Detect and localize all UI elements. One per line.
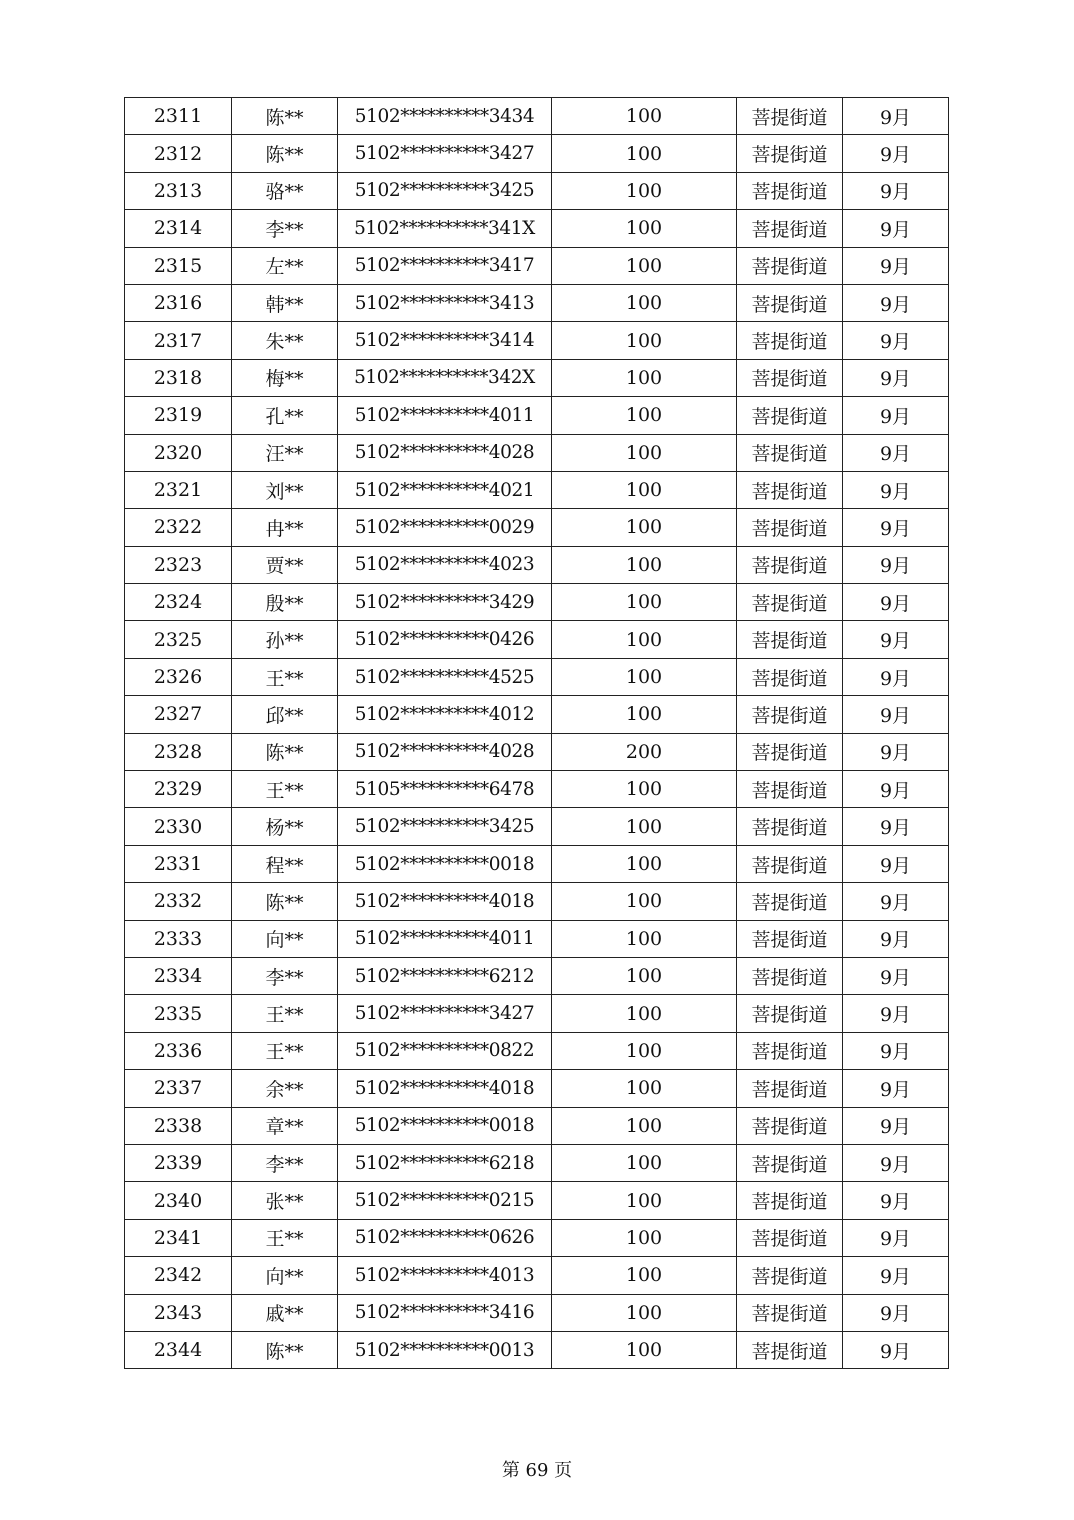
- table-row: [125, 1331, 949, 1368]
- row-number-cell: 2326: [125, 658, 232, 695]
- name-cell: 王**: [232, 1032, 338, 1069]
- name-cell: 张**: [232, 1182, 338, 1219]
- row-number-cell: 2329: [125, 771, 232, 808]
- row-number-cell: 2317: [125, 322, 232, 359]
- amount-cell: 100: [552, 397, 737, 434]
- row-number-cell: 2319: [125, 397, 232, 434]
- table-row: [125, 210, 949, 247]
- id-number-cell: 5102**********0215: [338, 1182, 552, 1219]
- street-cell: 菩提街道: [737, 434, 843, 471]
- street-cell: 菩提街道: [737, 696, 843, 733]
- id-number-cell: 5102**********0626: [338, 1219, 552, 1256]
- row-number-cell: 2322: [125, 509, 232, 546]
- month-cell: 9月: [843, 845, 949, 882]
- amount-cell: 100: [552, 920, 737, 957]
- id-number-cell: 5102**********3429: [338, 584, 552, 621]
- table-row: [125, 658, 949, 695]
- street-cell: 菩提街道: [737, 957, 843, 994]
- id-number-cell: 5102**********3416: [338, 1294, 552, 1331]
- amount-cell: 100: [552, 1331, 737, 1368]
- amount-cell: 100: [552, 471, 737, 508]
- street-cell: 菩提街道: [737, 920, 843, 957]
- street-cell: 菩提街道: [737, 509, 843, 546]
- table-row: [125, 359, 949, 396]
- month-cell: 9月: [843, 322, 949, 359]
- id-number-cell: 5102**********3417: [338, 247, 552, 284]
- row-number-cell: 2328: [125, 733, 232, 770]
- street-cell: 菩提街道: [737, 808, 843, 845]
- id-number-cell: 5102**********6212: [338, 957, 552, 994]
- month-cell: 9月: [843, 1257, 949, 1294]
- amount-cell: 100: [552, 1257, 737, 1294]
- street-cell: 菩提街道: [737, 172, 843, 209]
- table-row: [125, 995, 949, 1032]
- table-row: [125, 957, 949, 994]
- month-cell: 9月: [843, 247, 949, 284]
- row-number-cell: 2336: [125, 1032, 232, 1069]
- street-cell: 菩提街道: [737, 1070, 843, 1107]
- subsidy-table: [124, 97, 949, 1369]
- street-cell: 菩提街道: [737, 1182, 843, 1219]
- table-row: [125, 546, 949, 583]
- month-cell: 9月: [843, 434, 949, 471]
- amount-cell: 100: [552, 509, 737, 546]
- month-cell: 9月: [843, 210, 949, 247]
- row-number-cell: 2327: [125, 696, 232, 733]
- amount-cell: 100: [552, 546, 737, 583]
- id-number-cell: 5102**********4021: [338, 471, 552, 508]
- name-cell: 孙**: [232, 621, 338, 658]
- row-number-cell: 2335: [125, 995, 232, 1032]
- name-cell: 余**: [232, 1070, 338, 1107]
- name-cell: 汪**: [232, 434, 338, 471]
- amount-cell: 100: [552, 995, 737, 1032]
- id-number-cell: 5102**********3434: [338, 98, 552, 135]
- row-number-cell: 2320: [125, 434, 232, 471]
- id-number-cell: 5102**********4011: [338, 920, 552, 957]
- street-cell: 菩提街道: [737, 845, 843, 882]
- amount-cell: 100: [552, 1032, 737, 1069]
- row-number-cell: 2313: [125, 172, 232, 209]
- amount-cell: 100: [552, 621, 737, 658]
- street-cell: 菩提街道: [737, 546, 843, 583]
- row-number-cell: 2318: [125, 359, 232, 396]
- amount-cell: 100: [552, 584, 737, 621]
- row-number-cell: 2339: [125, 1144, 232, 1181]
- name-cell: 梅**: [232, 359, 338, 396]
- month-cell: 9月: [843, 98, 949, 135]
- row-number-cell: 2343: [125, 1294, 232, 1331]
- row-number-cell: 2312: [125, 135, 232, 172]
- id-number-cell: 5102**********4028: [338, 434, 552, 471]
- name-cell: 王**: [232, 1219, 338, 1256]
- row-number-cell: 2314: [125, 210, 232, 247]
- id-number-cell: 5102**********342X: [338, 359, 552, 396]
- table-row: [125, 621, 949, 658]
- street-cell: 菩提街道: [737, 1219, 843, 1256]
- month-cell: 9月: [843, 359, 949, 396]
- table-row: [125, 771, 949, 808]
- amount-cell: 100: [552, 1294, 737, 1331]
- name-cell: 陈**: [232, 1331, 338, 1368]
- table-row: [125, 883, 949, 920]
- table-row: [125, 322, 949, 359]
- name-cell: 戚**: [232, 1294, 338, 1331]
- month-cell: 9月: [843, 995, 949, 1032]
- name-cell: 韩**: [232, 284, 338, 321]
- month-cell: 9月: [843, 546, 949, 583]
- row-number-cell: 2337: [125, 1070, 232, 1107]
- id-number-cell: 5102**********4018: [338, 1070, 552, 1107]
- name-cell: 王**: [232, 658, 338, 695]
- street-cell: 菩提街道: [737, 883, 843, 920]
- month-cell: 9月: [843, 1070, 949, 1107]
- id-number-cell: 5102**********3427: [338, 995, 552, 1032]
- amount-cell: 100: [552, 98, 737, 135]
- amount-cell: 100: [552, 1182, 737, 1219]
- table-row: [125, 808, 949, 845]
- table-row: [125, 172, 949, 209]
- amount-cell: 100: [552, 1070, 737, 1107]
- month-cell: 9月: [843, 696, 949, 733]
- id-number-cell: 5102**********4018: [338, 883, 552, 920]
- row-number-cell: 2333: [125, 920, 232, 957]
- name-cell: 陈**: [232, 883, 338, 920]
- id-number-cell: 5102**********3425: [338, 172, 552, 209]
- table-row: [125, 845, 949, 882]
- month-cell: 9月: [843, 771, 949, 808]
- row-number-cell: 2323: [125, 546, 232, 583]
- row-number-cell: 2340: [125, 1182, 232, 1219]
- name-cell: 王**: [232, 771, 338, 808]
- id-number-cell: 5102**********0013: [338, 1331, 552, 1368]
- month-cell: 9月: [843, 397, 949, 434]
- name-cell: 向**: [232, 920, 338, 957]
- month-cell: 9月: [843, 135, 949, 172]
- id-number-cell: 5102**********0018: [338, 1107, 552, 1144]
- id-number-cell: 5102**********4525: [338, 658, 552, 695]
- amount-cell: 100: [552, 434, 737, 471]
- table-row: [125, 733, 949, 770]
- table-row: [125, 1070, 949, 1107]
- table-row: [125, 1107, 949, 1144]
- name-cell: 李**: [232, 957, 338, 994]
- table-row: [125, 135, 949, 172]
- month-cell: 9月: [843, 1032, 949, 1069]
- street-cell: 菩提街道: [737, 658, 843, 695]
- row-number-cell: 2316: [125, 284, 232, 321]
- id-number-cell: 5102**********4028: [338, 733, 552, 770]
- id-number-cell: 5102**********0029: [338, 509, 552, 546]
- amount-cell: 100: [552, 359, 737, 396]
- id-number-cell: 5102**********0018: [338, 845, 552, 882]
- amount-cell: 100: [552, 1219, 737, 1256]
- name-cell: 左**: [232, 247, 338, 284]
- id-number-cell: 5102**********3425: [338, 808, 552, 845]
- table-row: [125, 584, 949, 621]
- amount-cell: 100: [552, 808, 737, 845]
- table-row: [125, 1182, 949, 1219]
- amount-cell: 100: [552, 1107, 737, 1144]
- amount-cell: 100: [552, 210, 737, 247]
- amount-cell: 100: [552, 135, 737, 172]
- page-number: 第 69 页: [501, 1460, 573, 1481]
- amount-cell: 100: [552, 322, 737, 359]
- table-row: [125, 434, 949, 471]
- name-cell: 程**: [232, 845, 338, 882]
- name-cell: 陈**: [232, 98, 338, 135]
- street-cell: 菩提街道: [737, 733, 843, 770]
- month-cell: 9月: [843, 584, 949, 621]
- month-cell: 9月: [843, 957, 949, 994]
- street-cell: 菩提街道: [737, 1144, 843, 1181]
- amount-cell: 200: [552, 733, 737, 770]
- row-number-cell: 2311: [125, 98, 232, 135]
- street-cell: 菩提街道: [737, 359, 843, 396]
- street-cell: 菩提街道: [737, 135, 843, 172]
- month-cell: 9月: [843, 1219, 949, 1256]
- month-cell: 9月: [843, 808, 949, 845]
- id-number-cell: 5102**********0822: [338, 1032, 552, 1069]
- table-row: [125, 247, 949, 284]
- table-row: [125, 1219, 949, 1256]
- street-cell: 菩提街道: [737, 771, 843, 808]
- id-number-cell: 5102**********3427: [338, 135, 552, 172]
- id-number-cell: 5102**********4013: [338, 1257, 552, 1294]
- month-cell: 9月: [843, 1144, 949, 1181]
- month-cell: 9月: [843, 658, 949, 695]
- row-number-cell: 2344: [125, 1331, 232, 1368]
- street-cell: 菩提街道: [737, 210, 843, 247]
- table-row: [125, 1032, 949, 1069]
- month-cell: 9月: [843, 1331, 949, 1368]
- amount-cell: 100: [552, 883, 737, 920]
- table-body: [125, 98, 949, 1369]
- id-number-cell: 5102**********3413: [338, 284, 552, 321]
- month-cell: 9月: [843, 920, 949, 957]
- street-cell: 菩提街道: [737, 284, 843, 321]
- row-number-cell: 2334: [125, 957, 232, 994]
- street-cell: 菩提街道: [737, 1032, 843, 1069]
- id-number-cell: 5105**********6478: [338, 771, 552, 808]
- name-cell: 杨**: [232, 808, 338, 845]
- table-row: [125, 1257, 949, 1294]
- row-number-cell: 2324: [125, 584, 232, 621]
- id-number-cell: 5102**********3414: [338, 322, 552, 359]
- name-cell: 贾**: [232, 546, 338, 583]
- id-number-cell: 5102**********4011: [338, 397, 552, 434]
- row-number-cell: 2325: [125, 621, 232, 658]
- street-cell: 菩提街道: [737, 322, 843, 359]
- amount-cell: 100: [552, 771, 737, 808]
- name-cell: 向**: [232, 1257, 338, 1294]
- row-number-cell: 2330: [125, 808, 232, 845]
- name-cell: 孔**: [232, 397, 338, 434]
- name-cell: 李**: [232, 210, 338, 247]
- table-row: [125, 471, 949, 508]
- street-cell: 菩提街道: [737, 1107, 843, 1144]
- row-number-cell: 2321: [125, 471, 232, 508]
- month-cell: 9月: [843, 172, 949, 209]
- row-number-cell: 2315: [125, 247, 232, 284]
- amount-cell: 100: [552, 172, 737, 209]
- street-cell: 菩提街道: [737, 397, 843, 434]
- row-number-cell: 2342: [125, 1257, 232, 1294]
- amount-cell: 100: [552, 658, 737, 695]
- month-cell: 9月: [843, 284, 949, 321]
- street-cell: 菩提街道: [737, 995, 843, 1032]
- month-cell: 9月: [843, 1182, 949, 1219]
- table-row: [125, 397, 949, 434]
- street-cell: 菩提街道: [737, 1257, 843, 1294]
- table-row: [125, 284, 949, 321]
- table-row: [125, 696, 949, 733]
- name-cell: 陈**: [232, 733, 338, 770]
- month-cell: 9月: [843, 733, 949, 770]
- amount-cell: 100: [552, 696, 737, 733]
- table-row: [125, 1294, 949, 1331]
- row-number-cell: 2341: [125, 1219, 232, 1256]
- name-cell: 王**: [232, 995, 338, 1032]
- street-cell: 菩提街道: [737, 247, 843, 284]
- id-number-cell: 5102**********341X: [338, 210, 552, 247]
- id-number-cell: 5102**********4023: [338, 546, 552, 583]
- name-cell: 朱**: [232, 322, 338, 359]
- street-cell: 菩提街道: [737, 621, 843, 658]
- month-cell: 9月: [843, 621, 949, 658]
- name-cell: 李**: [232, 1144, 338, 1181]
- month-cell: 9月: [843, 1294, 949, 1331]
- street-cell: 菩提街道: [737, 471, 843, 508]
- name-cell: 骆**: [232, 172, 338, 209]
- month-cell: 9月: [843, 1107, 949, 1144]
- table-row: [125, 509, 949, 546]
- row-number-cell: 2338: [125, 1107, 232, 1144]
- amount-cell: 100: [552, 1144, 737, 1181]
- table-row: [125, 920, 949, 957]
- name-cell: 殷**: [232, 584, 338, 621]
- street-cell: 菩提街道: [737, 1331, 843, 1368]
- name-cell: 陈**: [232, 135, 338, 172]
- amount-cell: 100: [552, 284, 737, 321]
- table-row: [125, 1144, 949, 1181]
- month-cell: 9月: [843, 471, 949, 508]
- month-cell: 9月: [843, 883, 949, 920]
- street-cell: 菩提街道: [737, 98, 843, 135]
- name-cell: 刘**: [232, 471, 338, 508]
- id-number-cell: 5102**********6218: [338, 1144, 552, 1181]
- id-number-cell: 5102**********0426: [338, 621, 552, 658]
- id-number-cell: 5102**********4012: [338, 696, 552, 733]
- name-cell: 章**: [232, 1107, 338, 1144]
- row-number-cell: 2331: [125, 845, 232, 882]
- table-row: [125, 98, 949, 135]
- row-number-cell: 2332: [125, 883, 232, 920]
- amount-cell: 100: [552, 845, 737, 882]
- amount-cell: 100: [552, 247, 737, 284]
- street-cell: 菩提街道: [737, 584, 843, 621]
- name-cell: 邱**: [232, 696, 338, 733]
- name-cell: 冉**: [232, 509, 338, 546]
- street-cell: 菩提街道: [737, 1294, 843, 1331]
- amount-cell: 100: [552, 957, 737, 994]
- month-cell: 9月: [843, 509, 949, 546]
